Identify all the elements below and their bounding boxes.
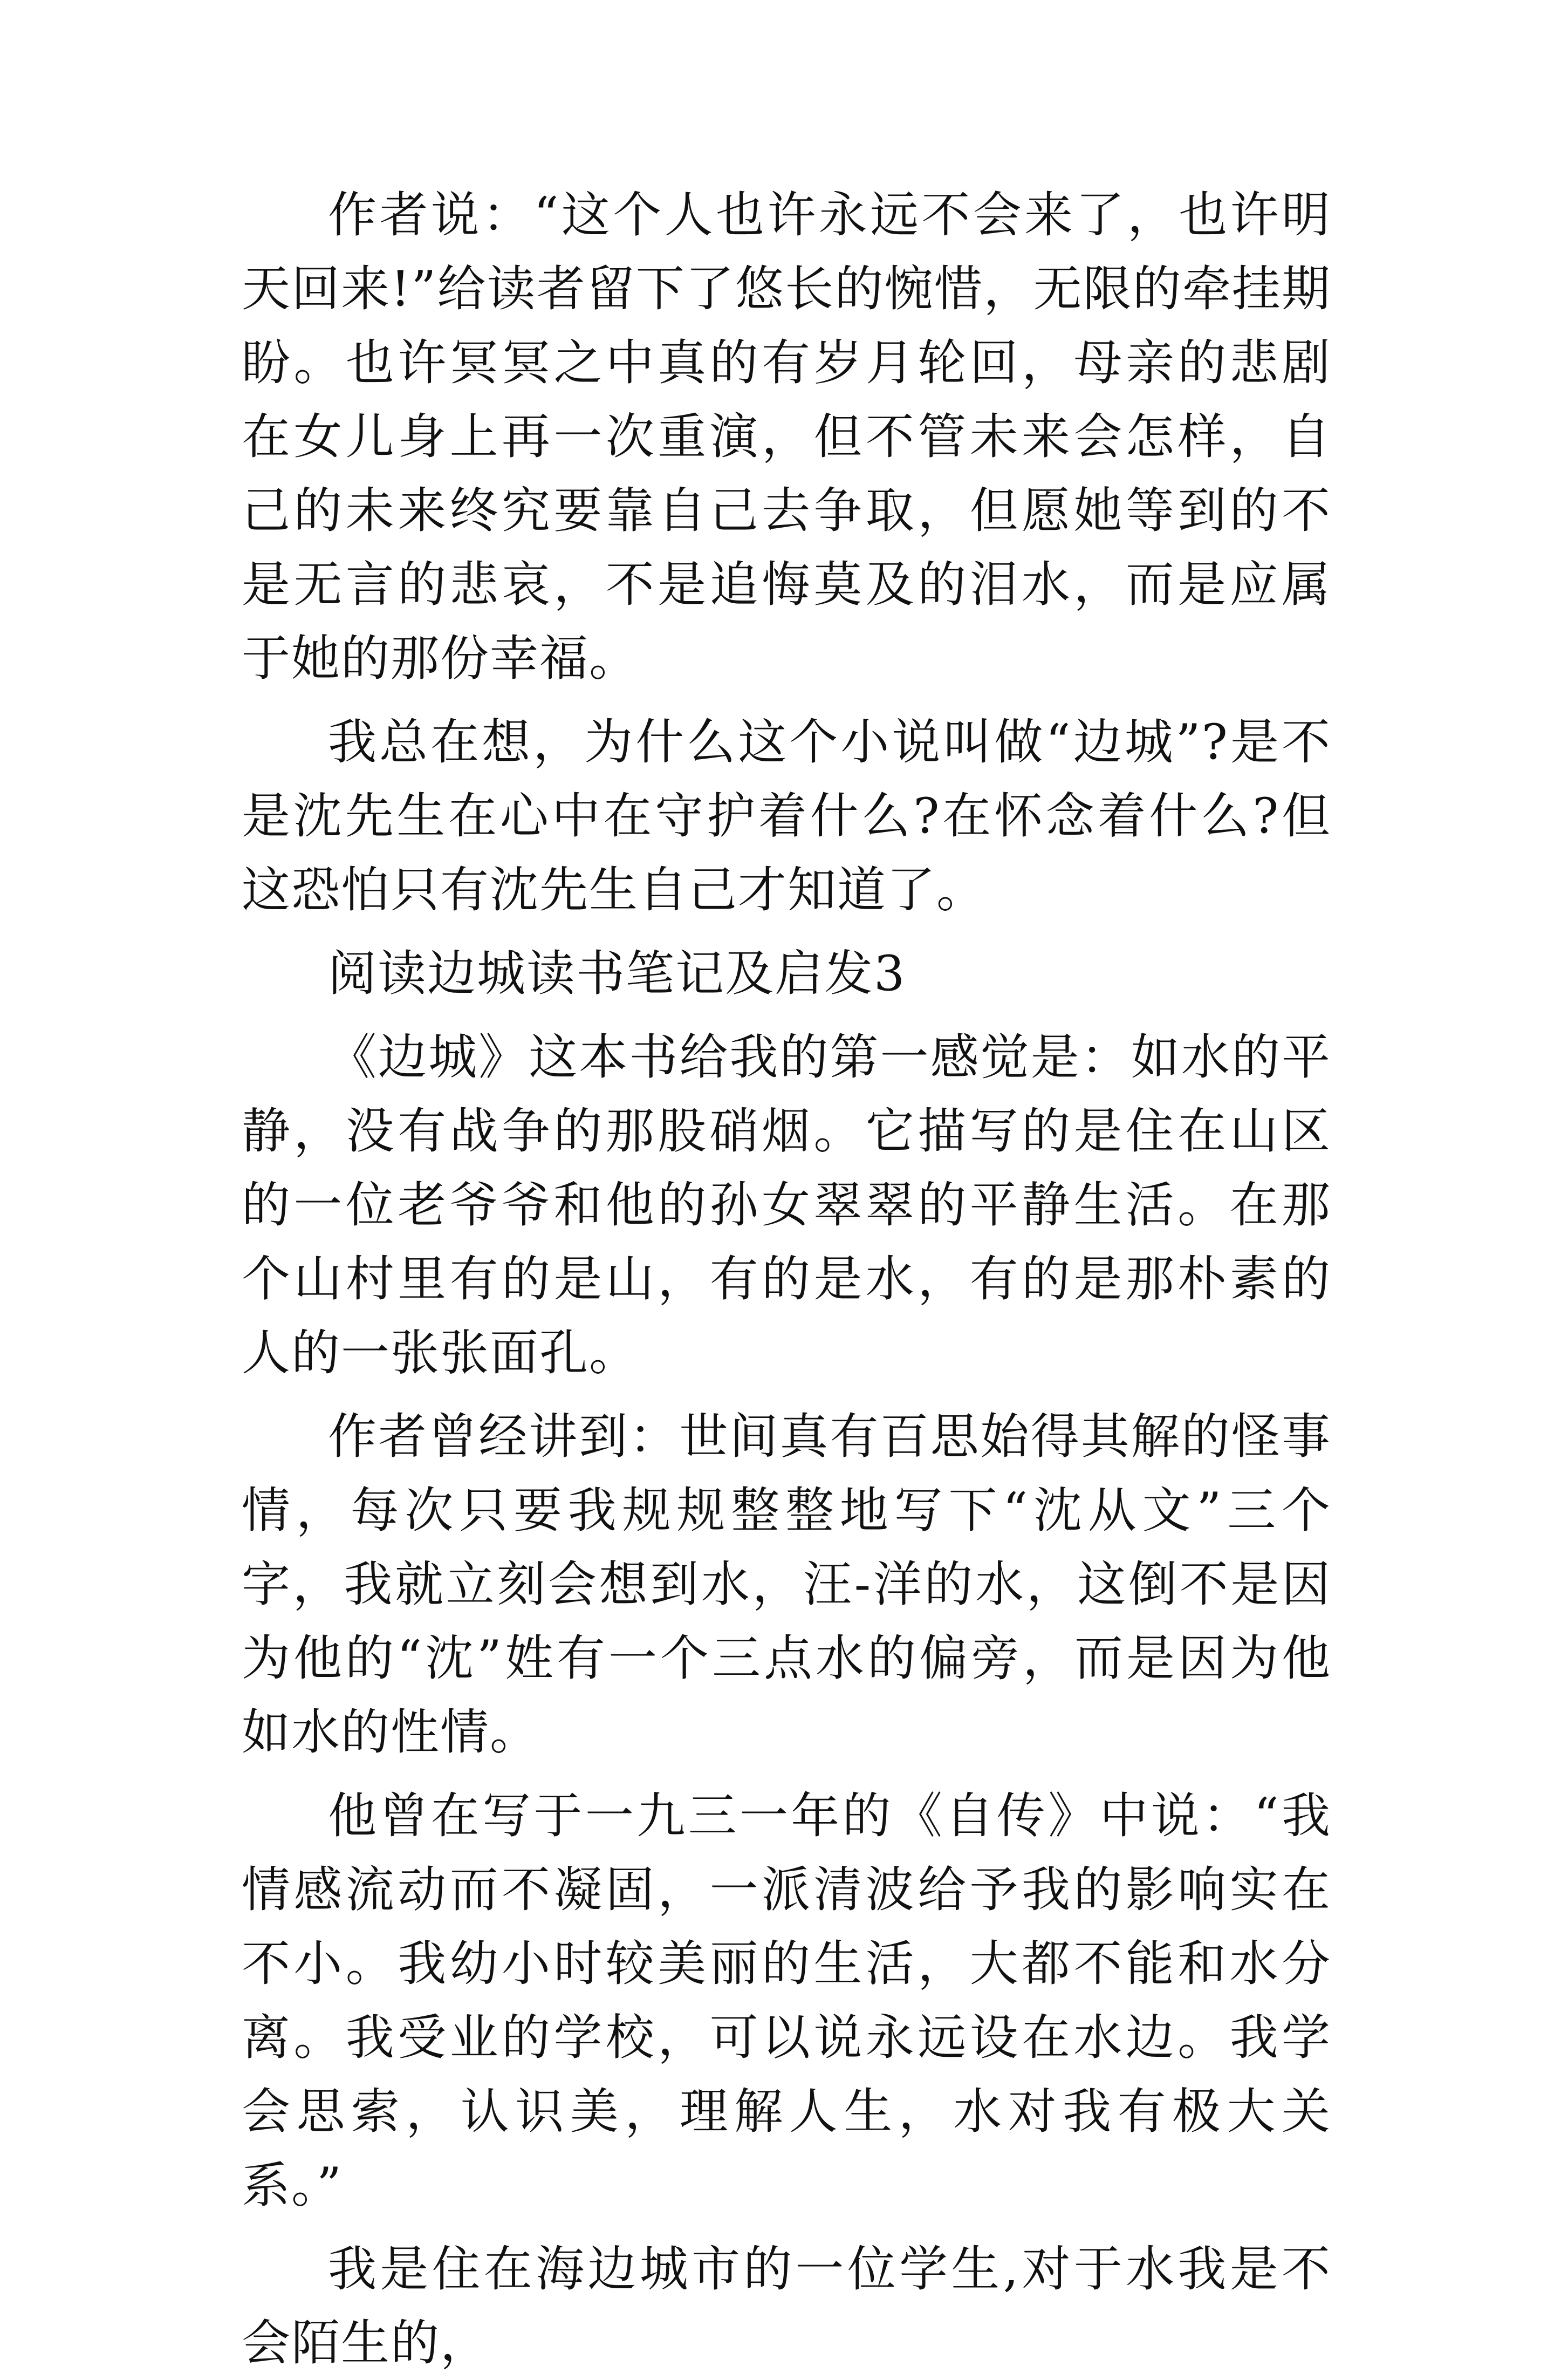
paragraph-4: 作者曾经讲到：世间真有百思始得其解的怪事情，每次只要我规规整整地写下“沈从文”三个字，我就立刻会想到水，汪-洋的水，这倒不是因为他的“沈”姓有一个三点水的偏旁，而是因为他如水的性情。: [242, 1408, 1331, 1761]
paragraph-1: 作者说：“这个人也许永远不会来了，也许明天回来!”给读者留下了悠长的惋惜，无限的牵挂期盼。也许冥冥之中真的有岁月轮回，母亲的悲剧在女儿身上再一次重演，但不管未来会怎样，自己的未来终究要靠自己去争取，但愿她等到的不是无言的悲哀，不是追悔莫及的泪水，而是应属于她的那份幸福。: [242, 187, 1331, 687]
section-title: 阅读边城读书笔记及启发3: [328, 945, 906, 1002]
paragraph-2: 我总在想，为什么这个小说叫做“边城”?是不是沈先生在心中在守护着什么?在怀念着什么?但这恐怕只有沈先生自己才知道了。: [242, 714, 1331, 918]
paragraph-3: 《边城》这本书给我的第一感觉是：如水的平静，没有战争的那股硝烟。它描写的是住在山区的一位老爷爷和他的孙女翠翠的平静生活。在那个山村里有的是山，有的是水，有的是那朴素的人的一张张面孔。: [242, 1029, 1331, 1381]
body-text: [242, 178, 1331, 2380]
paragraph-5: 他曾在写于一九三一年的《自传》中说：“我情感流动而不凝固，一派清波给予我的影响实在不小。我幼小时较美丽的生活，大都不能和水分离。我受业的学校，可以说永远设在水边。我学会思索，认识美，理解人生，水对我有极大关系。”: [242, 1788, 1331, 2214]
paragraph-6: 我是住在海边城市的一位学生,对于水我是不会陌生的，: [242, 2241, 1331, 2371]
